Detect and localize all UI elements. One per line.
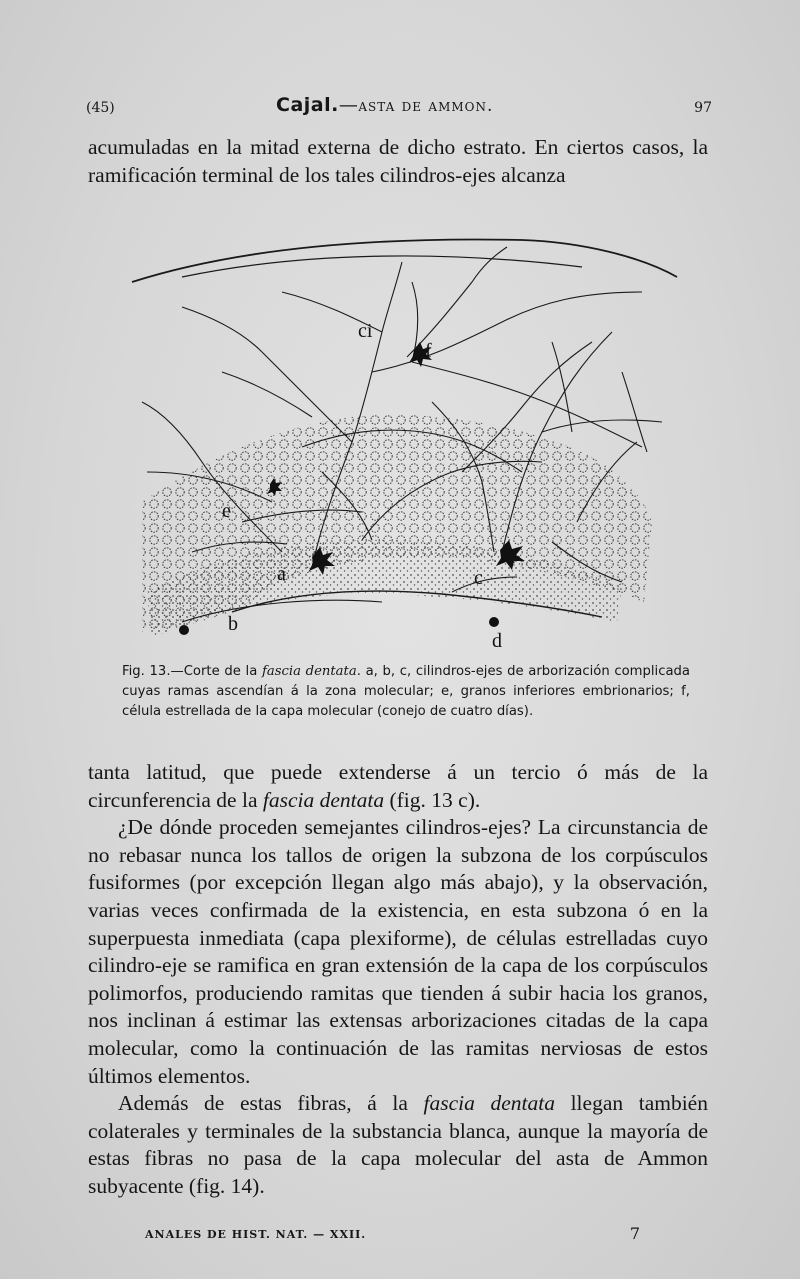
body-p1-part1: tanta latitud, que puede extenderse á un tercio ó más de la circunferencia de la [88,760,708,812]
body-text [88,759,708,1201]
label-ci: ci [358,320,373,342]
sheet-number: 7 [629,1224,640,1243]
caption-italic: fascia dentata [261,664,357,679]
label-c: c [474,567,483,589]
running-header [86,94,712,124]
running-author: Cajal. [276,94,339,116]
label-f: f [425,340,432,362]
caption-text [122,662,690,722]
running-title-rest: asta de ammon. [358,96,494,116]
body-p1-italic: fascia dentata [262,787,385,812]
figure-13 [122,222,682,660]
caption-part1: —Corte de la [170,664,262,679]
top-paragraph [88,134,708,189]
journal-signature: ANALES DE HIST. NAT. — XXII. [145,1228,367,1241]
body-paragraph-1 [88,759,708,814]
running-title [276,94,493,116]
cell-b [179,625,189,635]
figure-caption [122,662,690,722]
running-dash: — [338,94,359,116]
fascia-dentata-illustration [122,222,682,660]
outer-contour [132,239,677,282]
body-paragraph-3 [88,1090,708,1200]
page-footer [145,1224,640,1248]
body-p3-part1: Además de estas fibras, á la [118,1091,424,1116]
top-paragraph-text: acumuladas en la mitad externa de dicho estrato. En ciertos casos, la ramificación terminal de los tales cilindros-ejes alcanza [88,135,708,187]
body-p1-part2: (fig. 13 c). [384,787,481,812]
body-p3-part2: llegan también colaterales y terminales de la substancia blanca, aunque la mayoría de estas fibras no pasa de la capa molecular del asta de Ammon subyacente (fig. 14). [88,1091,708,1198]
body-paragraph-2: ¿De dónde proceden semejantes cilindros-ejes? La circunstancia de no rebasar nunca los tallos de origen la subzona de los corpúsculos fusiformes (por excepción llegan algo más abajo), y la observación, varias veces confirmada de la existencia, en esta subzona ó en la superpuesta inmediata (capa plexiforme), de células estrelladas cuyo cilindro-eje se ramifica en gran extensión de la capa de los corpúsculos polimorfos, produciendo ramitas que tienden á subir hacia los granos, nos inclinan á estimar las extensas arborizaciones citadas de la capa molecular, como la continuación de las ramitas nerviosas de estos últimos elementos. [88,815,708,1088]
page-number: 97 [694,100,712,116]
folio-left: (45) [86,100,115,116]
label-a: a [277,563,286,585]
label-b: b [228,613,238,635]
caption-fig-label: Fig. 13. [122,664,171,679]
label-e: e [222,500,231,522]
label-d: d [492,630,502,652]
caption-part2: . a, b, c, cilindros-ejes de arborización complicada cuyas ramas ascendían á la zona molecular; e, granos inferiores embrionarios; f, célula estrellada de la capa molecular (conejo de cuatro días). [122,664,691,719]
body-p3-italic: fascia dentata [423,1091,555,1116]
cell-d [489,617,499,627]
